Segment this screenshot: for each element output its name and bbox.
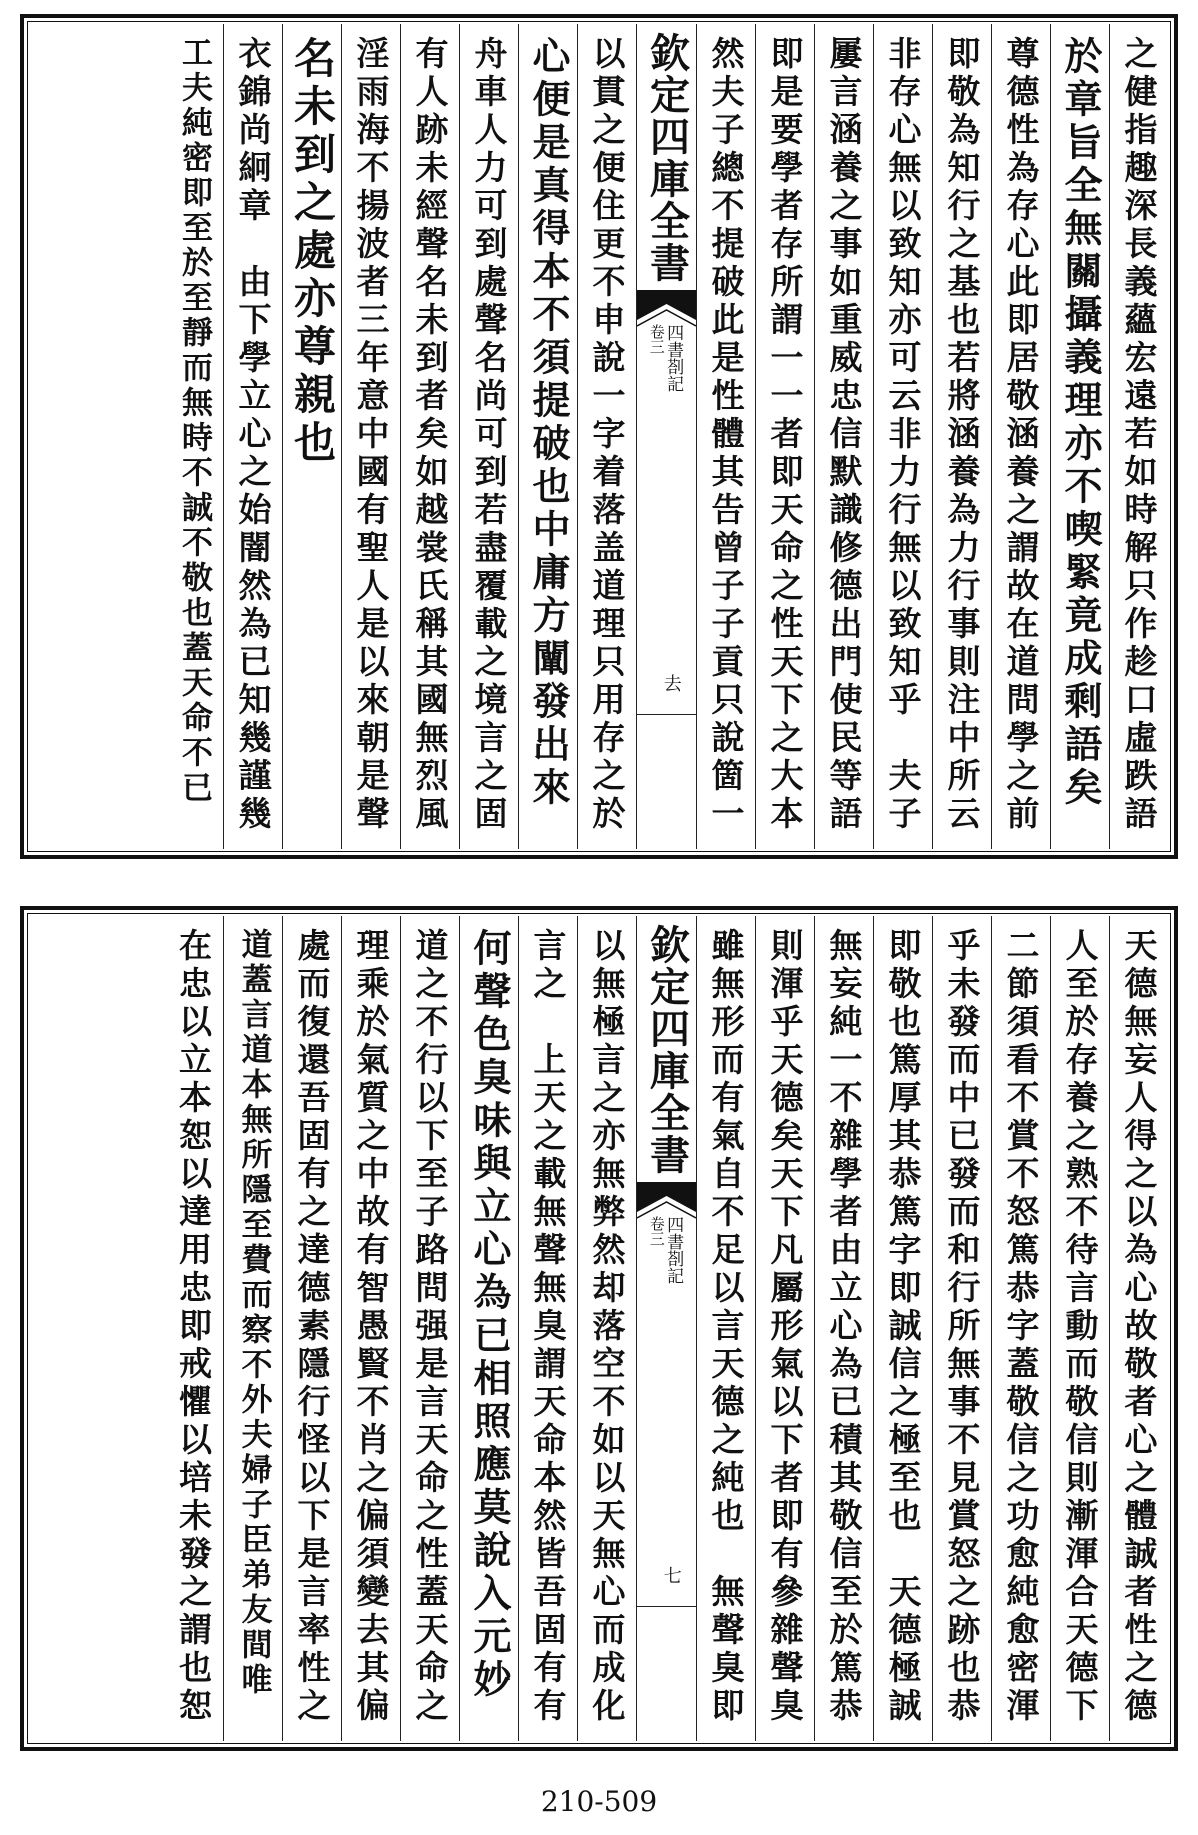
lower-page-frame xyxy=(20,906,1178,1751)
leaf-number: 去 xyxy=(660,674,682,692)
text-column xyxy=(1109,24,1168,849)
text-column xyxy=(400,24,459,849)
center-margin xyxy=(636,24,696,849)
text-column xyxy=(223,24,282,849)
column-text: 非存心無以致知亦可云非力行無以致知乎 夫子 xyxy=(883,36,923,834)
text-column xyxy=(873,24,932,849)
text-column xyxy=(400,916,459,1741)
text-column xyxy=(696,24,755,849)
text-column xyxy=(814,916,873,1741)
column-text: 乎未發而中已發而和行所無事不見賞怒之跡也恭 xyxy=(942,928,982,1726)
column-text: 即是要學者存所謂一一者即天命之性天下之大本 xyxy=(765,36,805,834)
text-column xyxy=(577,916,636,1741)
text-column xyxy=(814,24,873,849)
center-margin xyxy=(636,916,696,1741)
text-column xyxy=(164,24,223,849)
text-column xyxy=(696,916,755,1741)
text-column xyxy=(459,24,518,849)
text-column xyxy=(341,916,400,1741)
column-text: 在忠以立本恕以達用忠即戒懼以培未發之謂也恕 xyxy=(174,928,213,1726)
volume-label: 卷三 xyxy=(647,1216,666,1246)
text-column xyxy=(755,24,814,849)
column-text: 以無極言之亦無弊然却落空不如以天無心而成化 xyxy=(587,928,627,1726)
column-text: 屢言涵養之事如重威忠信默識修德出門使民等語 xyxy=(824,36,864,834)
volume-label: 卷三 xyxy=(647,324,666,354)
column-text: 即敬為知行之基也若將涵養為力行事則注中所云 xyxy=(942,36,982,834)
column-text: 雖無形而有氣自不足以言天德之純也 無聲臭即 xyxy=(706,928,746,1726)
column-text: 二節須看不賞不怒篤恭字蓋敬信之功愈純愈密渾 xyxy=(1001,928,1041,1726)
column-text: 尊德性為存心此即居敬涵養之謂故在道問學之前 xyxy=(1001,36,1041,834)
upper-page-frame xyxy=(20,14,1178,859)
text-column xyxy=(1050,916,1109,1741)
column-text: 言之 上天之載無聲無臭謂天命本然皆吾固有有 xyxy=(528,928,568,1726)
page-number: 210-509 xyxy=(540,1785,658,1818)
text-column xyxy=(1050,24,1109,849)
text-column xyxy=(341,24,400,849)
upper-page-columns xyxy=(30,24,1168,849)
column-text: 衣錦尚絅章 由下學立心之始闇然為已知幾謹幾 xyxy=(233,36,273,834)
text-column xyxy=(459,916,518,1741)
column-text: 道蓋言道本無所隱至費而察不外夫婦子臣弟友間唯 xyxy=(235,928,272,1698)
book-title: 四書剳記 xyxy=(663,1216,684,1284)
collection-title: 欽定四庫全書 xyxy=(643,32,691,284)
text-column xyxy=(755,916,814,1741)
column-text: 舟車人力可到處聲名尚可到若盡覆載之境言之固 xyxy=(469,36,509,834)
leaf-number: 七 xyxy=(660,1566,682,1584)
column-text: 工夫純密即至於至靜而無時不誠不敬也蓋天命不已 xyxy=(176,36,212,806)
column-text: 無妄純一不雜學者由立心為已積其敬信至於篤恭 xyxy=(824,928,864,1726)
column-text: 處而復還吾固有之達德素隱行怪以下是言率性之 xyxy=(292,928,332,1726)
text-column xyxy=(991,916,1050,1741)
column-text: 於章旨全無關攝義理亦不喫緊竟成剩語矣 xyxy=(1058,36,1103,810)
text-column xyxy=(518,24,577,849)
column-text: 名未到之處亦尊親也 xyxy=(288,36,337,468)
margin-divider xyxy=(637,714,696,715)
text-column xyxy=(282,916,341,1741)
text-column xyxy=(873,916,932,1741)
column-text: 道之不行以下至子路問强是言天命之性蓋天命之 xyxy=(410,928,450,1726)
column-text: 之健指趣深長義蘊宏遠若如時解只作趁口虛跌語 xyxy=(1119,36,1159,834)
column-text: 天德無妄人得之以為心故敬者心之體誠者性之德 xyxy=(1119,928,1159,1726)
text-column xyxy=(991,24,1050,849)
text-column xyxy=(932,24,991,849)
column-text: 則渾乎天德矣天下凡屬形氣以下者即有參雜聲臭 xyxy=(765,928,805,1726)
collection-title: 欽定四庫全書 xyxy=(643,924,691,1176)
text-column xyxy=(577,24,636,849)
column-text: 心便是真得本不須提破也中庸方闡發出來 xyxy=(526,36,571,810)
text-column xyxy=(164,916,223,1741)
column-text: 即敬也篤厚其恭篤字即誠信之極至也 天德極誠 xyxy=(883,928,923,1726)
column-text: 以貫之便住更不申說一字着落盖道理只用存之於 xyxy=(587,36,627,834)
column-text: 何聲色臭味與立心為已相照應莫說入元妙 xyxy=(467,928,512,1702)
text-column xyxy=(932,916,991,1741)
column-text: 有人跡未經聲名未到者矣如越裳氏稱其國無烈風 xyxy=(410,36,450,834)
column-text: 人至於存養之熟不待言動而敬信則漸渾合天德下 xyxy=(1060,928,1100,1726)
text-column xyxy=(518,916,577,1741)
lower-page-columns xyxy=(30,916,1168,1741)
margin-divider xyxy=(637,1606,696,1607)
column-text: 淫雨海不揚波者三年意中國有聖人是以來朝是聲 xyxy=(351,36,391,834)
text-column xyxy=(1109,916,1168,1741)
column-text: 然夫子總不提破此是性體其告曾子子貢只說箇一 xyxy=(706,36,746,834)
text-column xyxy=(282,24,341,849)
column-text: 理乘於氣質之中故有智愚賢不肖之偏須變去其偏 xyxy=(351,928,391,1726)
book-title: 四書剳記 xyxy=(663,324,684,392)
text-column xyxy=(223,916,282,1741)
